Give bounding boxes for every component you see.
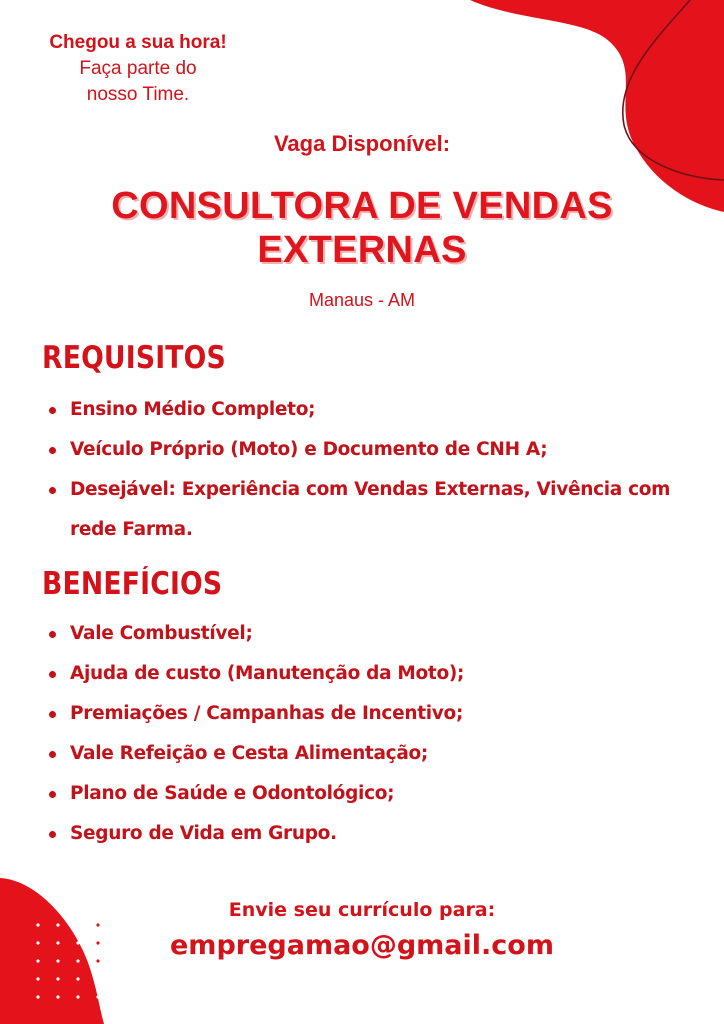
list-item: Ensino Médio Completo; xyxy=(42,390,702,430)
tagline-line-3: nosso Time. xyxy=(86,84,190,105)
job-location: Manaus - AM xyxy=(308,290,416,310)
list-item: Seguro de Vida em Grupo. xyxy=(42,814,702,854)
tagline-line-2: Faça parte do xyxy=(79,58,197,79)
requisitos-list xyxy=(42,390,702,550)
beneficios-list xyxy=(42,614,702,854)
list-item: Vale Refeição e Cesta Alimentação; xyxy=(42,734,702,774)
list-item: Vale Combustível; xyxy=(42,614,702,654)
list-item: Ajuda de custo (Manutenção da Moto); xyxy=(42,654,702,694)
contact-email[interactable]: empregamao@gmail.com xyxy=(170,930,554,961)
job-title: CONSULTORA DE VENDAS EXTERNAS xyxy=(111,185,613,271)
vaga-label: Vaga Disponível: xyxy=(273,131,451,156)
list-item: Plano de Saúde e Odontológico; xyxy=(42,774,702,814)
beneficios-title: BENEFÍCIOS xyxy=(42,566,223,602)
requisitos-title: REQUISITOS xyxy=(42,340,226,376)
list-item: Veículo Próprio (Moto) e Documento de CNH A; xyxy=(42,430,702,470)
list-item: Desejável: Experiência com Vendas Externas, Vivência com rede Farma. xyxy=(42,470,702,550)
tagline-line-1: Chegou a sua hora! xyxy=(49,32,227,53)
list-item: Premiações / Campanhas de Incentivo; xyxy=(42,694,702,734)
cta-label: Envie seu currículo para: xyxy=(228,899,496,921)
tagline xyxy=(20,30,256,108)
